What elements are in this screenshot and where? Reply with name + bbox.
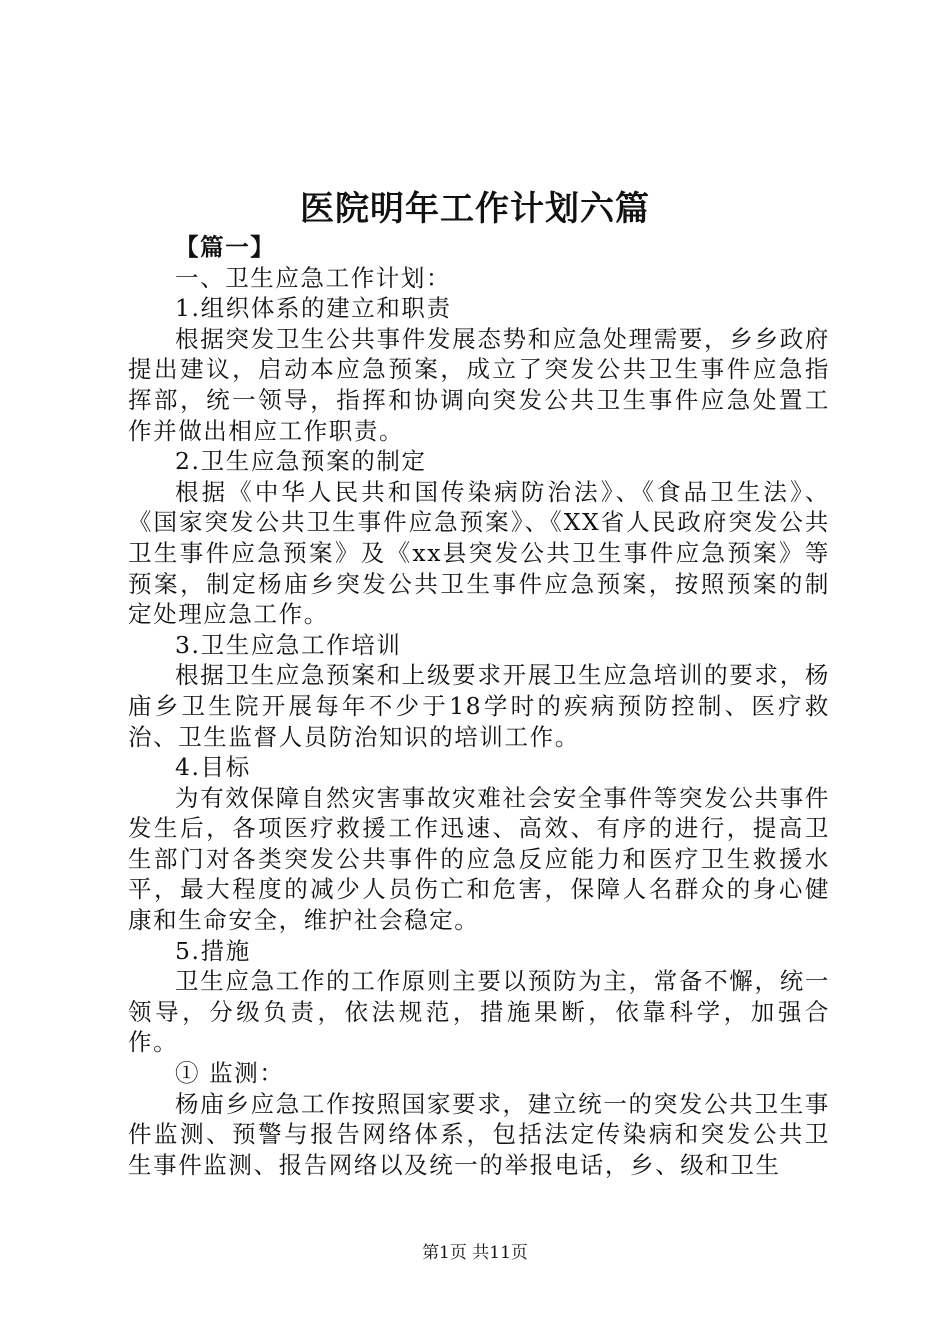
document-title: 医院明年工作计划六篇 [300, 189, 650, 229]
item-heading: 3.卫生应急工作培训 [175, 630, 402, 659]
item-heading: 2.卫生应急预案的制定 [175, 447, 427, 476]
item-heading: ① 监测： [175, 1059, 285, 1088]
paragraph: 根据卫生应急预案和上级要求开展卫生应急培训的要求，杨庙乡卫生院开展每年不少于18学时的疾病预防控制、医疗救治、卫生监督人员防治知识的培训工作。 [128, 661, 830, 751]
paragraph: 根据《中华人民共和国传染病防治法》、《食品卫生法》、《国家突发公共卫生事件应急预案》、《XX省人民政府突发公共卫生事件应急预案》及《xx县突发公共卫生事件应急预案》等预案，制定杨庙乡突发公共卫生事件应急预案，按照预案的制定处理应急工作。 [128, 477, 830, 629]
page-footer: 第1页 共11页 [422, 1243, 528, 1263]
item-heading: 4.目标 [175, 753, 251, 782]
subsection-heading: 一、卫生应急工作计划： [175, 263, 452, 292]
paragraph: 杨庙乡应急工作按照国家要求，建立统一的突发公共卫生事件监测、预警与报告网络体系，包括法定传染病和突发公共卫生事件监测、报告网络以及统一的举报电话，乡、级和卫生 [128, 1089, 830, 1179]
item-heading: 5.措施 [175, 936, 251, 965]
paragraph: 根据突发卫生公共事件发展态势和应急处理需要，乡乡政府提出建议，启动本应急预案，成立了突发公共卫生事件应急指挥部，统一领导，指挥和协调向突发公共卫生事件应急处置工作并做出相应工作职责。 [128, 324, 830, 445]
paragraph: 卫生应急工作的工作原则主要以预防为主，常备不懈，统一领导，分级负责，依法规范，措施果断，依靠科学，加强合作。 [128, 967, 830, 1057]
section-heading: 【篇一】 [175, 233, 276, 261]
document-body [128, 232, 830, 1180]
item-heading: 1.组织体系的建立和职责 [175, 294, 452, 323]
paragraph: 为有效保障自然灾害事故灾难社会安全事件等突发公共事件发生后，各项医疗救援工作迅速、高效、有序的进行，提高卫生部门对各类突发公共事件的应急反应能力和医疗卫生救援水平，最大程度的减少人员伤亡和危害，保障人名群众的身心健康和生命安全，维护社会稳定。 [128, 783, 830, 935]
